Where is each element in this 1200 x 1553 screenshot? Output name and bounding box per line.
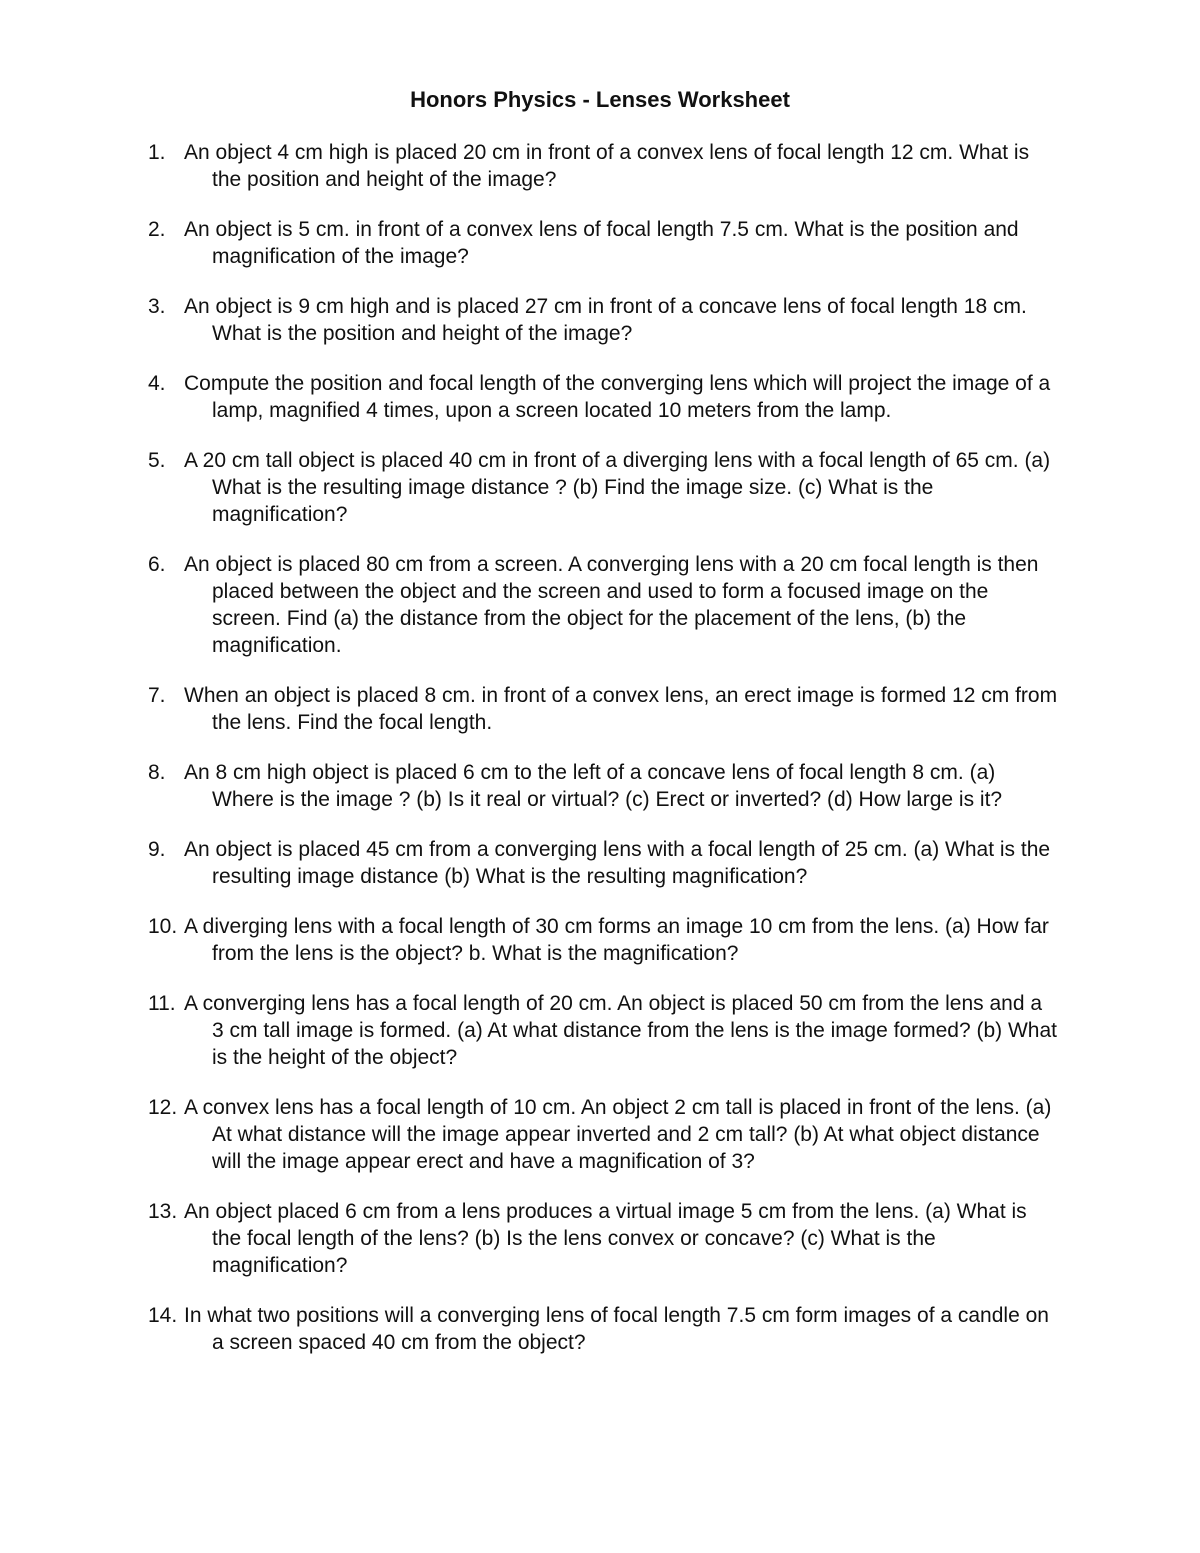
question-number: 11.: [148, 992, 176, 1015]
question-number: 14.: [148, 1304, 178, 1327]
question-text: A 20 cm tall object is placed 40 cm in front of a diverging lens with a focal length of 65 cm. (a) What is the resulting image distance ? (b) Find the image size. (c) What is the magnification?: [184, 449, 1051, 526]
question-item: [148, 759, 1058, 813]
question-item: [148, 370, 1058, 424]
question-number: 4.: [148, 372, 166, 395]
question-item: [148, 139, 1058, 193]
page-title: Honors Physics - Lenses Worksheet: [410, 87, 790, 112]
question-item: [148, 682, 1058, 736]
question-item: [148, 293, 1058, 347]
question-item: [148, 836, 1058, 890]
question-text: A convex lens has a focal length of 10 cm. An object 2 cm tall is placed in front of the lens. (a) At what distance will the image appear inverted and 2 cm tall? (b) At what object distance will the image appear erect and have a magnification of 3?: [184, 1096, 1052, 1173]
question-item: [148, 1198, 1058, 1279]
question-text: A diverging lens with a focal length of 30 cm forms an image 10 cm from the lens. (a) How far from the lens is the object? b. What is the magnification?: [184, 915, 1049, 965]
question-list: [148, 139, 1058, 1379]
question-number: 8.: [148, 761, 166, 784]
question-number: 9.: [148, 838, 166, 861]
question-item: [148, 1302, 1058, 1356]
question-number: 13.: [148, 1200, 178, 1223]
question-text: When an object is placed 8 cm. in front of a convex lens, an erect image is formed 12 cm from the lens. Find the focal length.: [184, 684, 1058, 734]
question-item: [148, 990, 1058, 1071]
question-text: An object is 9 cm high and is placed 27 cm in front of a concave lens of focal length 18 cm. What is the position and height of the image?: [184, 295, 1027, 345]
question-number: 7.: [148, 684, 166, 707]
question-number: 10.: [148, 915, 178, 938]
question-number: 12.: [148, 1096, 178, 1119]
question-number: 2.: [148, 218, 166, 241]
question-text: An object 4 cm high is placed 20 cm in front of a convex lens of focal length 12 cm. What is the position and height of the image?: [184, 141, 1030, 191]
question-text: An object placed 6 cm from a lens produces a virtual image 5 cm from the lens. (a) What is the focal length of the lens? (b) Is the lens convex or concave? (c) What is the magnification?: [184, 1200, 1027, 1277]
question-item: [148, 216, 1058, 270]
question-text: A converging lens has a focal length of 20 cm. An object is placed 50 cm from the lens and a 3 cm tall image is formed. (a) At what distance from the lens is the image formed? (b) What is the height of the object?: [184, 992, 1058, 1069]
question-item: [148, 551, 1058, 659]
question-text: Compute the position and focal length of the converging lens which will project the image of a lamp, magnified 4 times, upon a screen located 10 meters from the lamp.: [184, 372, 1051, 422]
question-text: An object is placed 45 cm from a converging lens with a focal length of 25 cm. (a) What is the resulting image distance (b) What is the resulting magnification?: [184, 838, 1051, 888]
question-item: [148, 1094, 1058, 1175]
question-text: In what two positions will a converging lens of focal length 7.5 cm form images of a candle on a screen spaced 40 cm from the object?: [184, 1304, 1049, 1354]
question-number: 1.: [148, 141, 166, 164]
question-text: An object is 5 cm. in front of a convex lens of focal length 7.5 cm. What is the position and magnification of the image?: [184, 218, 1019, 268]
question-item: [148, 913, 1058, 967]
question-number: 6.: [148, 553, 166, 576]
question-number: 3.: [148, 295, 166, 318]
question-number: 5.: [148, 449, 166, 472]
question-item: [148, 447, 1058, 528]
question-text: An object is placed 80 cm from a screen. A converging lens with a 20 cm focal length is then placed between the object and the screen and used to form a focused image on the screen. Find (a) the distance from the object for the placement of the lens, (b) the magnification.: [184, 553, 1039, 657]
question-text: An 8 cm high object is placed 6 cm to the left of a concave lens of focal length 8 cm. (a) Where is the image ? (b) Is it real or virtual? (c) Erect or inverted? (d) How large is it?: [184, 761, 1003, 811]
